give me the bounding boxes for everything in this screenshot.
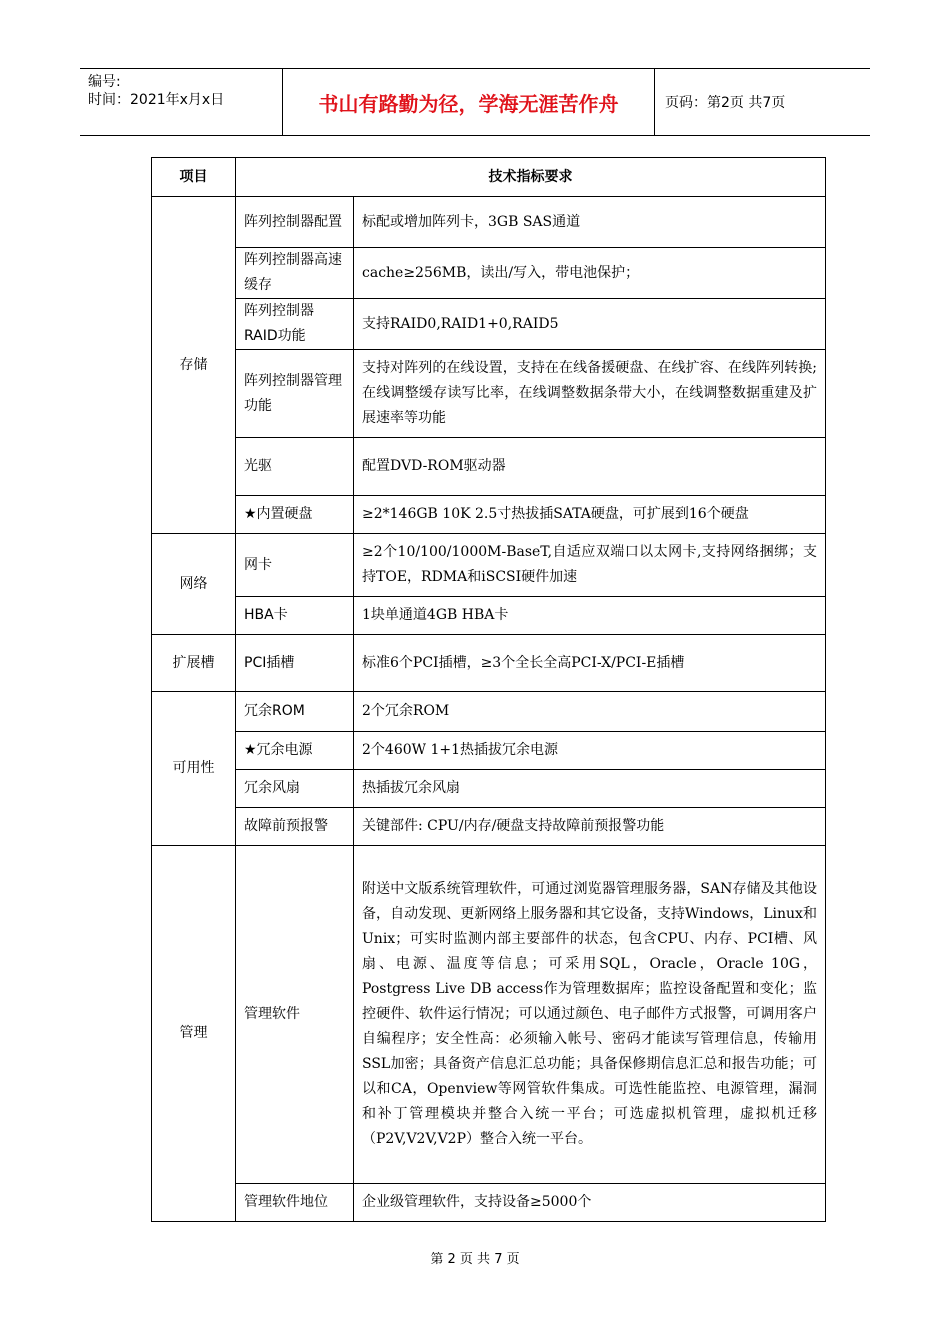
spec-cell: 关键部件: CPU/内存/硬盘支持故障前预报警功能 xyxy=(354,808,826,846)
item-cell: 网卡 xyxy=(236,534,354,597)
spec-cell: 2个460W 1+1热插拔冗余电源 xyxy=(354,732,826,770)
item-cell: 阵列控制器高速缓存 xyxy=(236,248,354,299)
spec-cell: ≥2*146GB 10K 2.5寸热拔插SATA硬盘，可扩展到16个硬盘 xyxy=(354,496,826,534)
item-cell: 光驱 xyxy=(236,438,354,496)
page-header xyxy=(80,68,870,136)
header-meta xyxy=(80,69,283,135)
table-row xyxy=(152,635,826,692)
table-row xyxy=(152,299,826,350)
table-row xyxy=(152,808,826,846)
table-row xyxy=(152,197,826,248)
table-row xyxy=(152,597,826,635)
spec-cell: 标准6个PCI插槽，≥3个全长全高PCI-X/PCI-E插槽 xyxy=(354,635,826,692)
category-cell-network: 网络 xyxy=(152,534,236,635)
table-row xyxy=(152,1184,826,1222)
spec-cell: cache≥256MB，读出/写入，带电池保护； xyxy=(354,248,826,299)
table-row xyxy=(152,350,826,438)
item-cell: ★内置硬盘 xyxy=(236,496,354,534)
spec-cell: 2个冗余ROM xyxy=(354,692,826,732)
table-row xyxy=(152,534,826,597)
table-header-row xyxy=(152,158,826,197)
spec-table xyxy=(151,157,826,1222)
table-row xyxy=(152,438,826,496)
item-cell: 阵列控制器RAID功能 xyxy=(236,299,354,350)
category-cell-storage: 存储 xyxy=(152,197,236,534)
table-row xyxy=(152,248,826,299)
spec-cell: 附送中文版系统管理软件，可通过浏览器管理服务器，SAN存储及其他设备，自动发现、更新网络上服务器和其它设备，支持Windows，Linux和Unix；可实时监测内部主要部件的状态，包含CPU、内存、PCI槽、风扇、电源、温度等信息；可采用SQL，Oracle，Oracle 10G，Postgress Live DB access作为管理数据库；监控设备配置和变化；监控硬件、软件运行情况；可以通过颜色、电子邮件方式报警，可调用客户自编程序；安全性高：必须输入帐号、密码才能读写管理信息，传输用SSL加密；具备资产信息汇总功能；具备保修期信息汇总和报告功能；可以和CA，Openview等网管软件集成。可选性能监控、电源管理，漏洞和补丁管理模块并整合入统一平台；可选虚拟机管理，虚拟机迁移（P2V,V2V,V2P）整合入统一平台。 xyxy=(354,846,826,1184)
column-header-spec: 技术指标要求 xyxy=(236,158,826,197)
spec-cell: 企业级管理软件，支持设备≥5000个 xyxy=(354,1184,826,1222)
table-row xyxy=(152,732,826,770)
table-row xyxy=(152,846,826,1184)
item-cell: HBA卡 xyxy=(236,597,354,635)
spec-cell: 1块单通道4GB HBA卡 xyxy=(354,597,826,635)
item-cell: 阵列控制器配置 xyxy=(236,197,354,248)
table-row xyxy=(152,770,826,808)
item-cell: 故障前预报警 xyxy=(236,808,354,846)
header-motto: 书山有路勤为径，学海无涯苦作舟 xyxy=(283,69,655,135)
spec-cell: 支持对阵列的在线设置，支持在在线备援硬盘、在线扩容、在线阵列转换;在线调整缓存读写比率，在线调整数据条带大小，在线调整数据重建及扩展速率等功能 xyxy=(354,350,826,438)
column-header-category: 项目 xyxy=(152,158,236,197)
spec-cell: 热插拔冗余风扇 xyxy=(354,770,826,808)
document-number-label: 编号: xyxy=(88,74,121,90)
table-row xyxy=(152,496,826,534)
table-row xyxy=(152,692,826,732)
item-cell: 管理软件 xyxy=(236,846,354,1184)
document-time-label: 时间：2021年x月x日 xyxy=(88,92,225,108)
item-cell: PCI插槽 xyxy=(236,635,354,692)
item-cell: 冗余ROM xyxy=(236,692,354,732)
item-cell: 管理软件地位 xyxy=(236,1184,354,1222)
spec-cell: ≥2个10/100/1000M-BaseT,自适应双端口以太网卡,支持网络捆绑；支持TOE，RDMA和iSCSI硬件加速 xyxy=(354,534,826,597)
category-cell-expansion: 扩展槽 xyxy=(152,635,236,692)
item-cell: 冗余风扇 xyxy=(236,770,354,808)
header-page-number: 页码：第2页 共7页 xyxy=(665,95,786,111)
page-footer: 第 2 页 共 7 页 xyxy=(430,1252,520,1267)
spec-cell: 标配或增加阵列卡，3GB SAS通道 xyxy=(354,197,826,248)
category-cell-management: 管理 xyxy=(152,846,236,1222)
spec-cell: 配置DVD-ROM驱动器 xyxy=(354,438,826,496)
spec-cell: 支持RAID0,RAID1+0,RAID5 xyxy=(354,299,826,350)
category-cell-availability: 可用性 xyxy=(152,692,236,846)
item-cell: 阵列控制器管理功能 xyxy=(236,350,354,438)
item-cell: ★冗余电源 xyxy=(236,732,354,770)
